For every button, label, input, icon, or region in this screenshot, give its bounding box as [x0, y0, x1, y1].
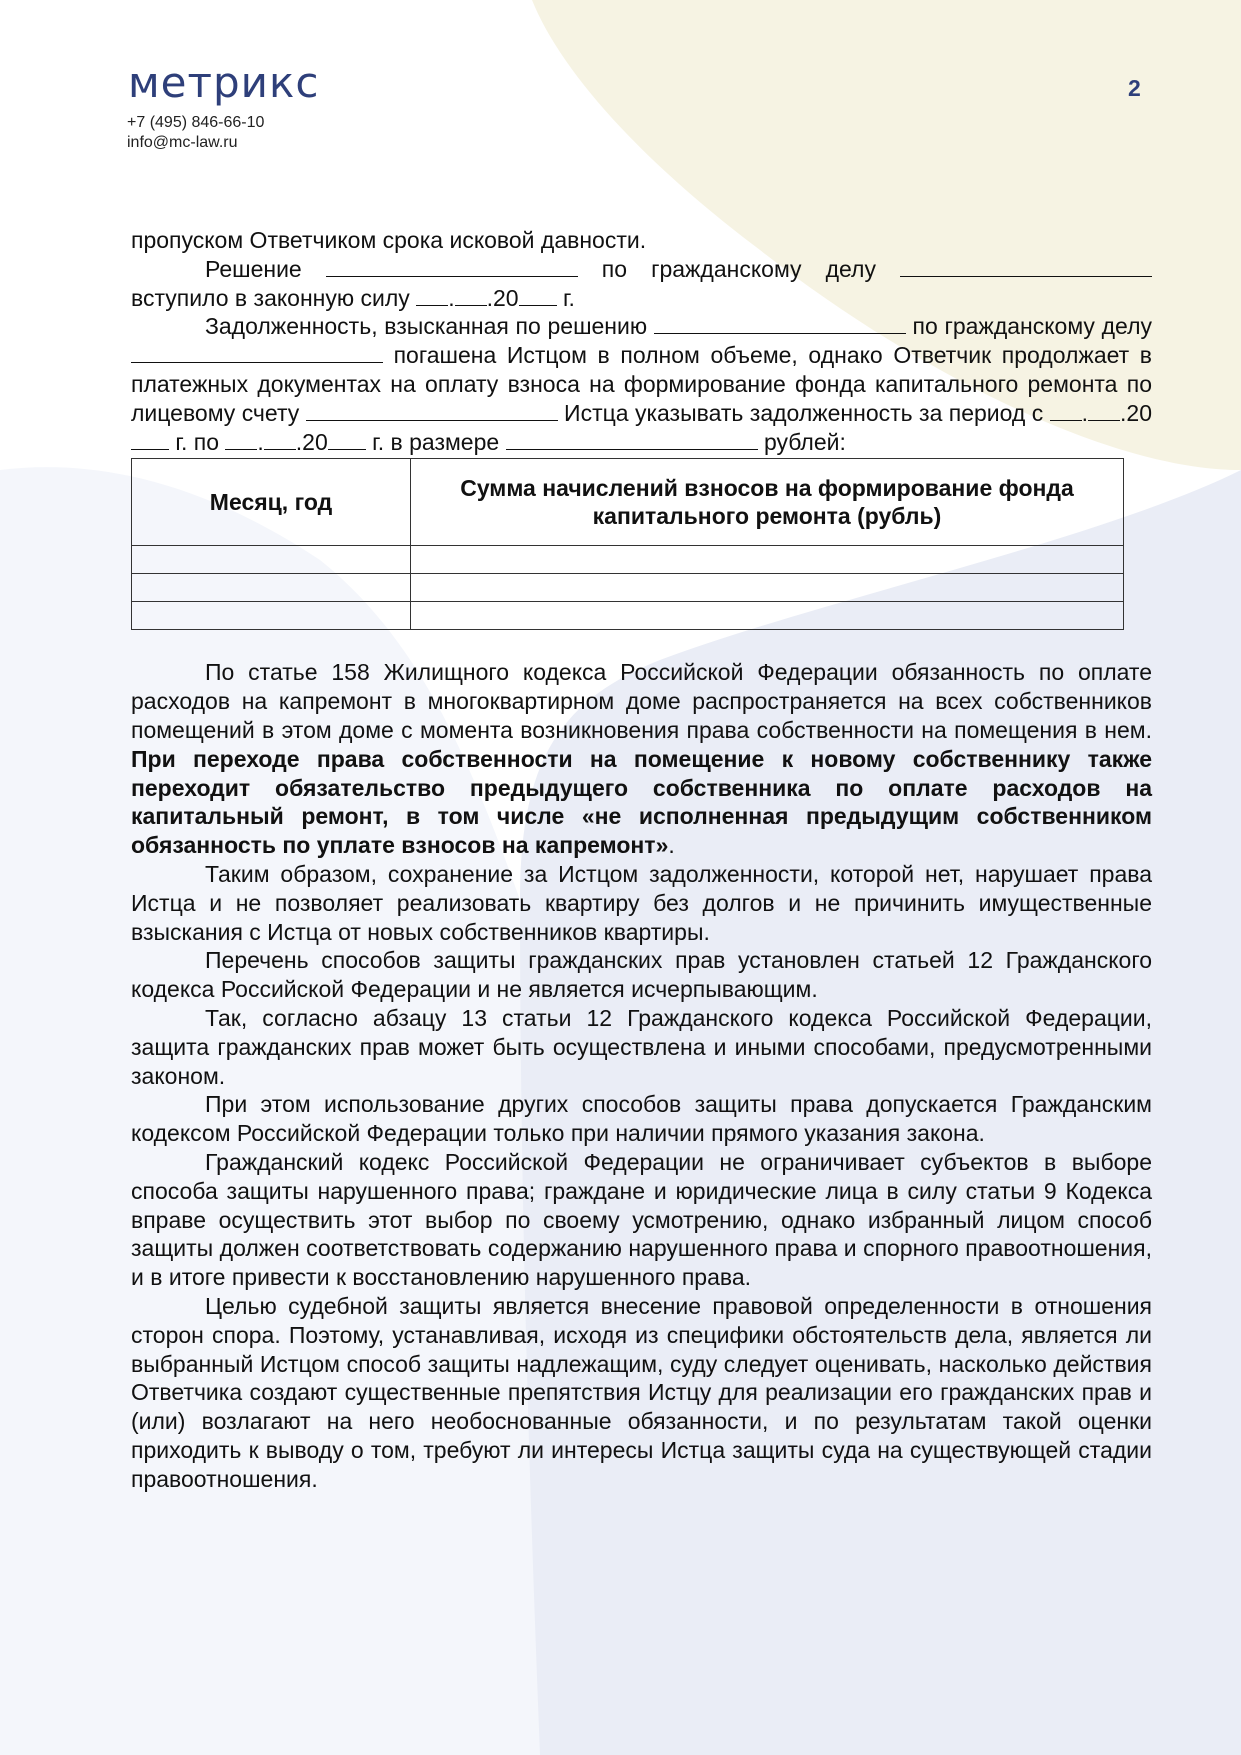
blank-field	[900, 256, 1152, 277]
blank-field	[131, 342, 383, 363]
paragraph: Так, согласно абзацу 13 статьи 12 Гражданского кодекса Российской Федерации, защита гражданских прав может быть осуществлена и иными способами, предусмотренными законом.	[131, 1004, 1152, 1089]
table-row	[132, 602, 1124, 630]
blank-field	[654, 313, 906, 334]
blank-field	[519, 285, 557, 306]
blank-field	[455, 285, 487, 306]
paragraph: Гражданский кодекс Российской Федерации не ограничивает субъектов в выборе способа защиты нарушенного права; граждане и юридические лица в силу статьи 9 Кодекса вправе осуществить этот выбор по своему усмотрению, однако избранный лицом способ защиты должен соответствовать содержанию нарушенного права и спорного правоотношения, и в итоге привести к восстановлению нарушенного права.	[131, 1148, 1152, 1291]
table-cell	[132, 602, 411, 630]
paragraph: Целью судебной защиты является внесение правовой определенности в отношения сторон спора. Поэтому, устанавливая, исходя из специфики обстоятельств дела, является ли выбранный Истцом способ защиты надлежащим, суду следует оценивать, насколько действия Ответчика создают существенные препятствия Истцу для реализации его гражданских прав и (или) возлагают на него необоснованные обязанности, и по результатам такой оценки приходить к выводу о том, требуют ли интересы Истца защиты суда на существующей стадии правоотношения.	[131, 1292, 1152, 1492]
email-address: info@mc-law.ru	[127, 134, 238, 151]
table-cell	[132, 546, 411, 574]
table-cell	[132, 574, 411, 602]
blank-field	[131, 429, 169, 450]
phone-number: +7 (495) 846-66-10	[127, 114, 265, 131]
blank-field	[328, 429, 366, 450]
table-cell	[411, 602, 1124, 630]
table-header-row	[132, 459, 1124, 546]
blank-field	[506, 429, 758, 450]
blank-field	[326, 256, 578, 277]
column-header-amount: Сумма начислений взносов на формирование фонда капитального ремонта (рубль)	[411, 459, 1124, 546]
logo-wordmark: метрикс	[128, 58, 320, 107]
paragraph: Таким образом, сохранение за Истцом задолженности, которой нет, нарушает права Истца и не позволяет реализовать квартиру без долгов и не причинить имущественные взыскания с Истца от новых собственников квартиры.	[131, 860, 1152, 945]
bold-passage: При переходе права собственности на помещение к новому собственнику также переходит обязательство предыдущего собственника по оплате расходов на капитальный ремонт, в том числе «не исполненная предыдущим собственником обязанность по уплате взносов на капремонт»	[131, 745, 1152, 859]
blank-field	[264, 429, 296, 450]
document-body	[131, 226, 1152, 1493]
paragraph-decision: Решение по гражданскому делу вступило в законную силу . .20 г.	[131, 255, 1152, 313]
accruals-table	[131, 458, 1124, 630]
paragraph-article-158: По статье 158 Жилищного кодекса Российской Федерации обязанность по оплате расходов на капремонт в многоквартирном доме распространяется на всех собственников помещений в этом доме с момента возникновения права собственности на помещения в нем. При переходе права собственности на помещение к новому собственнику также переходит обязательство предыдущего собственника по оплате расходов на капитальный ремонт, в том числе «не исполненная предыдущим собственником обязанность по уплате взносов на капремонт».	[131, 659, 1152, 859]
page-number: 2	[1128, 75, 1141, 101]
paragraph: пропуском Ответчиком срока исковой давности.	[131, 227, 647, 253]
paragraph-debt: Задолженность, взысканная по решению по гражданскому делу погашена Истцом в полном объеме, однако Ответчик продолжает в платежных документах на оплату взноса на формирование фонда капитального ремонта по лицевому счету Истца указывать задолженность за период с . .20 г. по . .20 г. в размере рублей:	[131, 313, 1153, 455]
blank-field	[306, 400, 558, 421]
blank-field	[225, 429, 257, 450]
blank-field	[416, 285, 448, 306]
table-row	[132, 546, 1124, 574]
table-cell	[411, 546, 1124, 574]
paragraph: Перечень способов защиты гражданских прав установлен статьей 12 Гражданского кодекса Российской Федерации и не является исчерпывающим.	[131, 947, 1152, 1003]
paragraph: При этом использование других способов защиты права допускается Гражданским кодексом Российской Федерации только при наличии прямого указания закона.	[131, 1091, 1152, 1147]
column-header-month: Месяц, год	[132, 459, 411, 546]
blank-field	[1088, 400, 1120, 421]
table-row	[132, 574, 1124, 602]
company-logo	[128, 58, 320, 107]
table-cell	[411, 574, 1124, 602]
contact-block	[127, 113, 264, 153]
blank-field	[1050, 400, 1082, 421]
